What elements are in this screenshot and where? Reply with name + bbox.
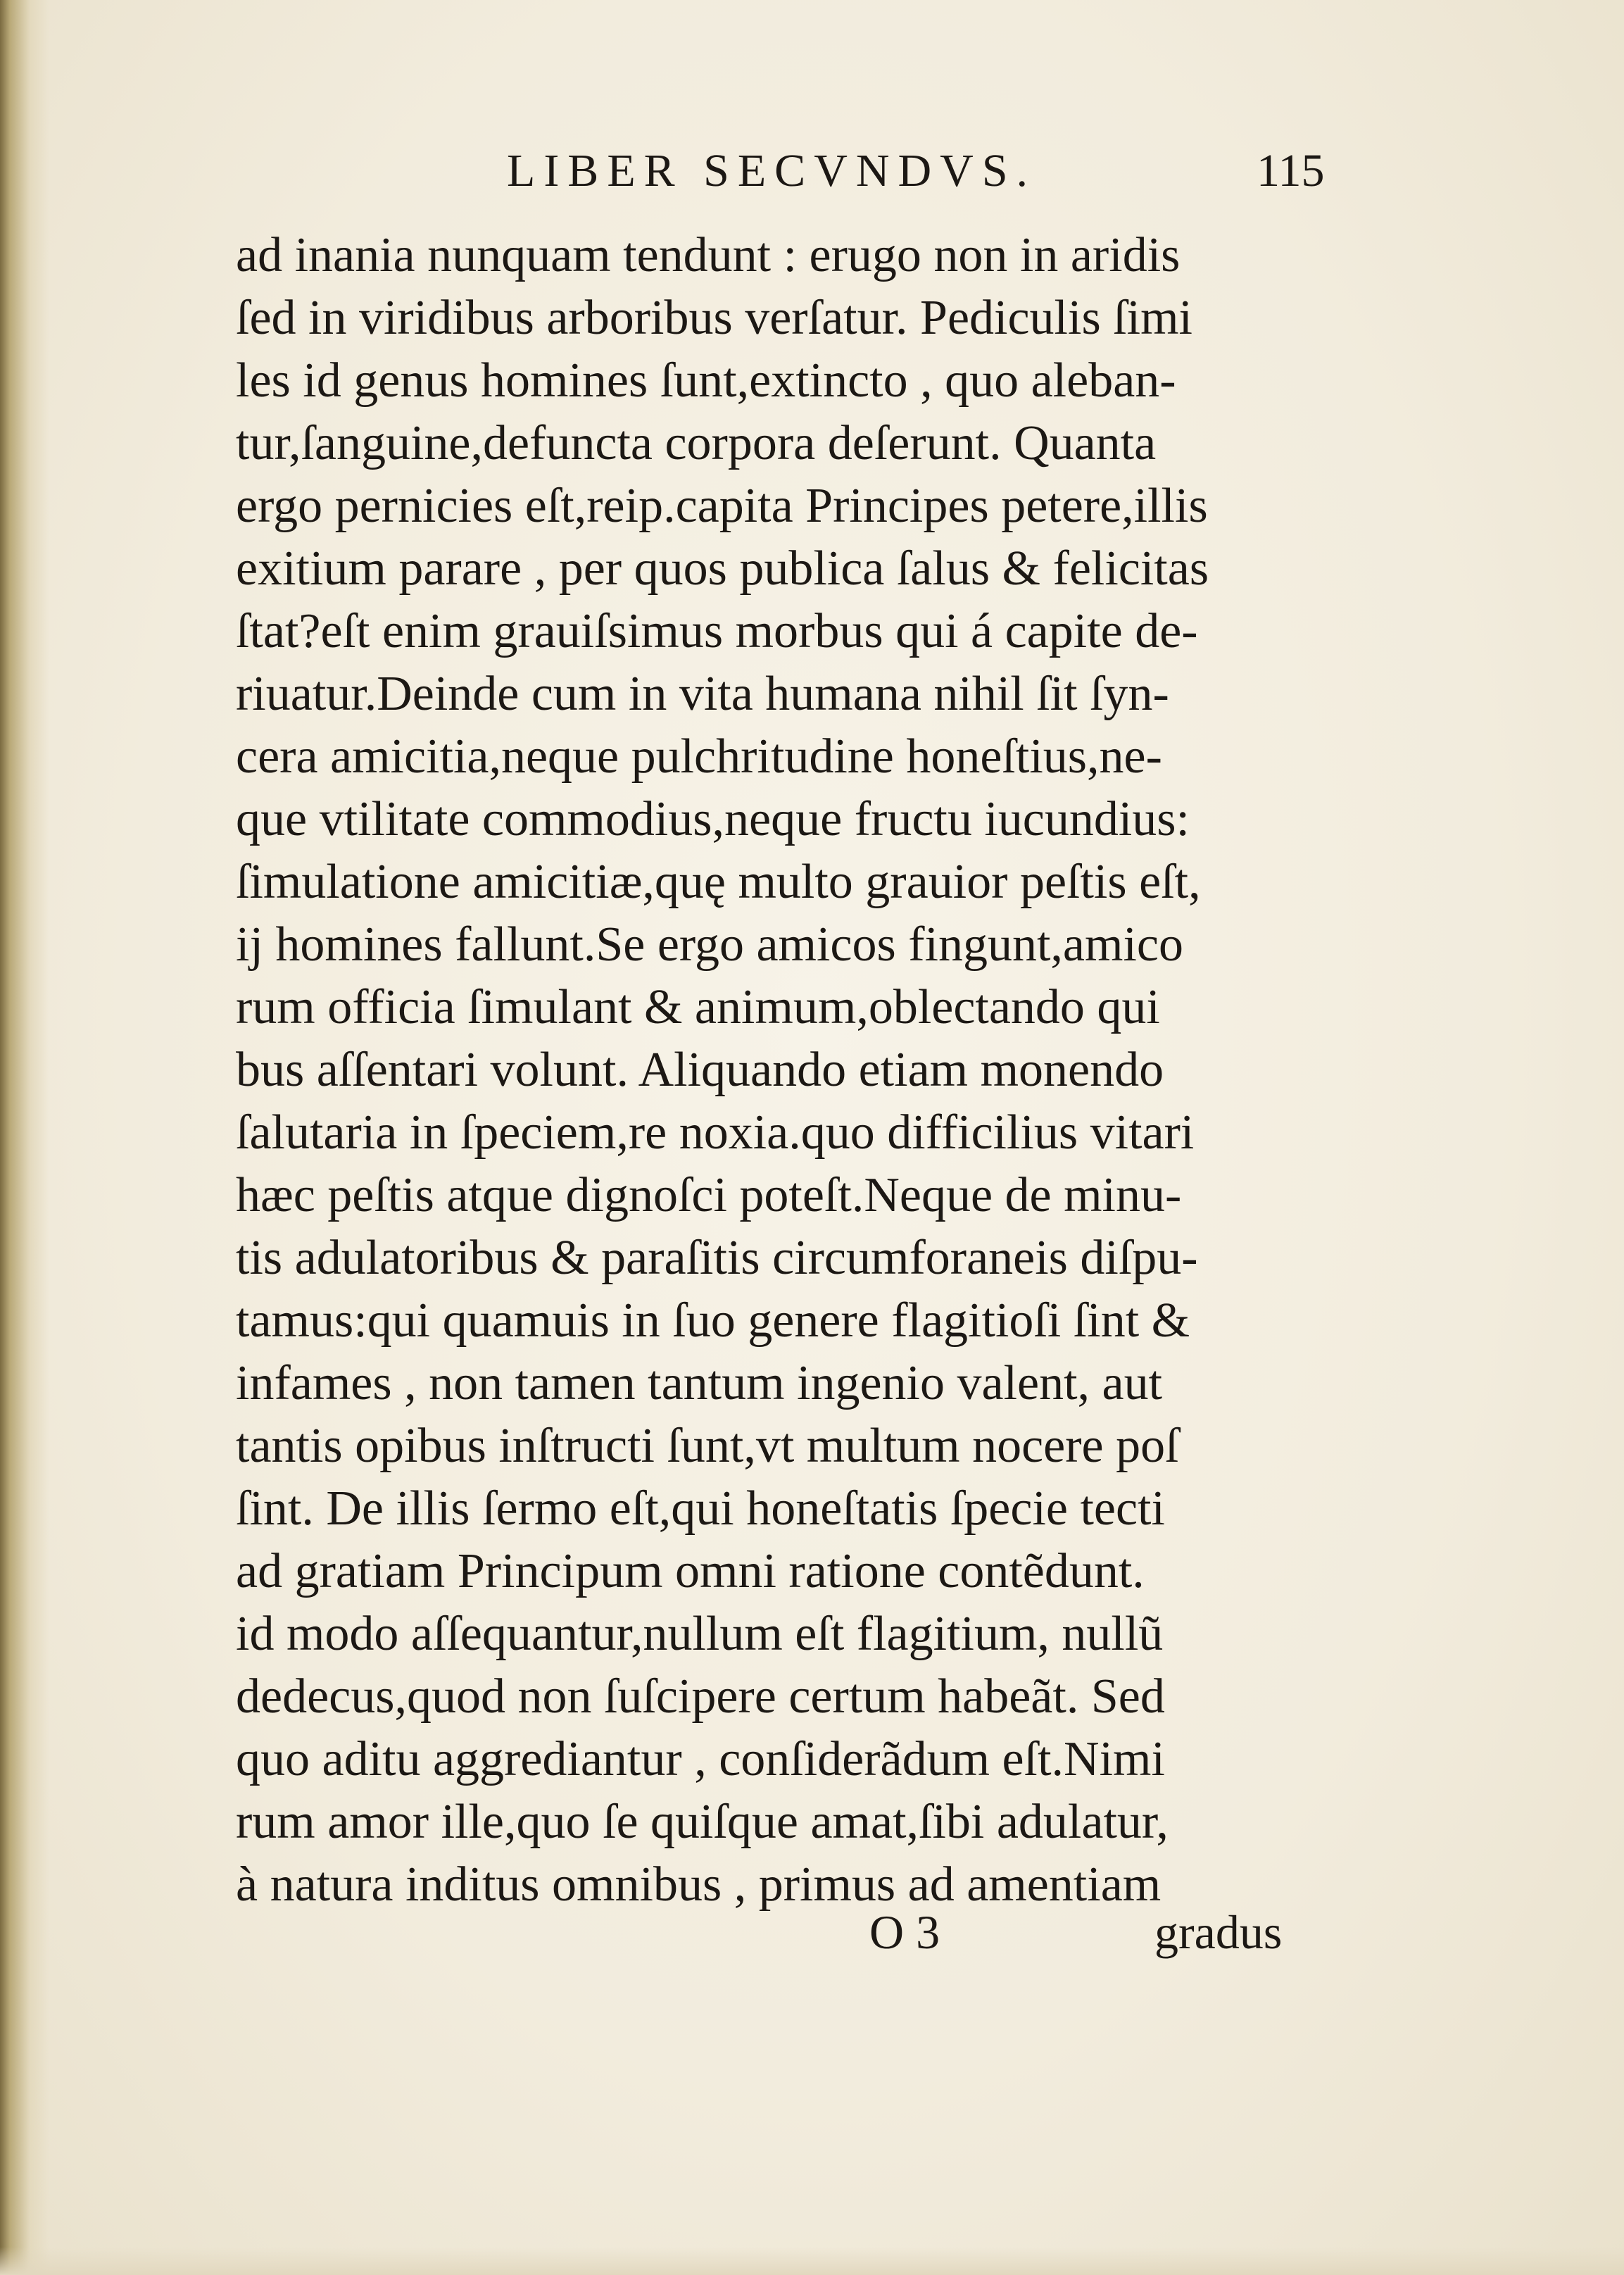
text-line: bus aſſentari volunt. Aliquando etiam monendo xyxy=(236,1043,1164,1097)
text-line: exitium parare , per quos publica ſalus & felicitas xyxy=(236,541,1209,596)
text-line: ſalutaria in ſpeciem,re noxia.quo difficilius vitari xyxy=(236,1105,1195,1160)
text-line: tis adulatoribus & paraſitis circumforaneis diſpu- xyxy=(236,1231,1198,1285)
text-line: ſtat?eſt enim grauiſsimus morbus qui á capite de- xyxy=(236,604,1198,658)
text-line: tamus:qui quamuis in ſuo genere flagitioſi ſint & xyxy=(236,1293,1190,1348)
text-line: rum officia ſimulant & animum,oblectando qui xyxy=(236,980,1160,1034)
text-line: tur,ſanguine,defuncta corpora deſerunt. Quanta xyxy=(236,416,1157,470)
text-line: rum amor ille,quo ſe quiſque amat,ſibi adulatur, xyxy=(236,1795,1169,1849)
text-line: quo aditu aggrediantur , conſiderãdum eſt.Nimi xyxy=(236,1732,1165,1786)
signature-mark: O 3 xyxy=(869,1905,940,1959)
text-line: ſint. De illis ſermo eſt,qui honeſtatis ſpecie tecti xyxy=(236,1481,1165,1536)
running-head xyxy=(0,144,1624,208)
text-line: ſimulatione amicitiæ,quę multo grauior peſtis eſt, xyxy=(236,855,1201,909)
running-title: LIBER SECVNDVS. xyxy=(507,145,1037,196)
catchword: gradus xyxy=(1154,1905,1283,1959)
text-line: dedecus,quod non ſuſcipere certum habeãt. Sed xyxy=(236,1669,1165,1724)
page-bottom-edge xyxy=(0,2247,1624,2275)
text-line: tantis opibus inſtructi ſunt,vt multum nocere poſ xyxy=(236,1419,1179,1473)
text-line: cera amicitia,neque pulchritudine honeſtius,ne- xyxy=(236,729,1162,784)
page-footer xyxy=(0,1905,1624,1968)
text-line: les id genus homines ſunt,extincto , quo aleban- xyxy=(236,353,1176,408)
text-line: infames , non tamen tantum ingenio valent, aut xyxy=(236,1356,1163,1410)
page-number: 115 xyxy=(1257,145,1325,196)
text-line: riuatur.Deinde cum in vita humana nihil ſit ſyn- xyxy=(236,667,1169,721)
text-line: que vtilitate commodius,neque fructu iucundius: xyxy=(236,792,1190,846)
text-line: à natura inditus omnibus , primus ad amentiam xyxy=(236,1857,1162,1912)
text-line: ad gratiam Principum omni ratione contẽdunt. xyxy=(236,1544,1145,1598)
text-line: ſed in viridibus arboribus verſatur. Pediculis ſimi xyxy=(236,291,1192,345)
text-line: ij homines fallunt.Se ergo amicos fingunt,amico xyxy=(236,917,1183,972)
text-line: id modo aſſequantur,nullum eſt flagitium, nullũ xyxy=(236,1607,1164,1661)
text-line: ergo pernicies eſt,reip.capita Principes petere,illis xyxy=(236,479,1208,533)
text-line: ad inania nunquam tendunt : erugo non in aridis xyxy=(236,228,1181,282)
text-line: hæc peſtis atque dignoſci poteſt.Neque de minu- xyxy=(236,1168,1182,1222)
body-text xyxy=(236,224,1334,1916)
